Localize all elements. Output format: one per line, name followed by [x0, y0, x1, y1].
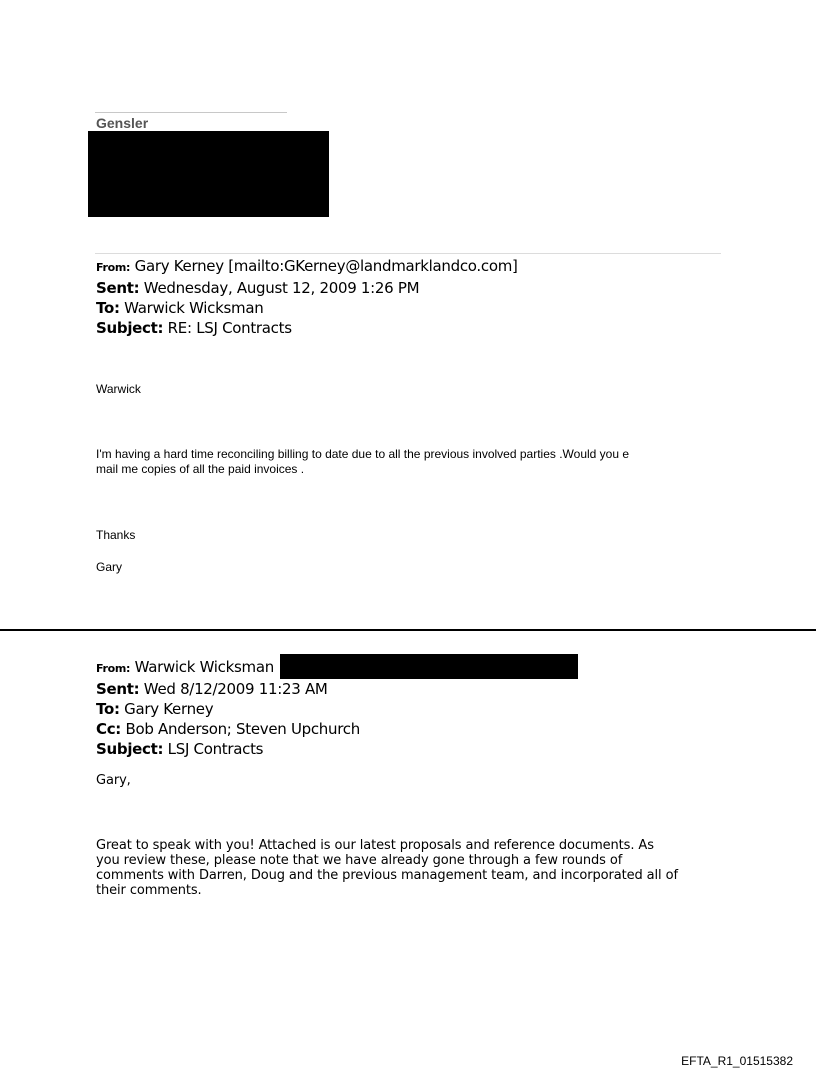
- redaction-block-signature: [88, 131, 329, 217]
- email2-body-line-2: you review these, please note that we have already gone through a few rounds of: [96, 853, 623, 868]
- email2-sent-line: [96, 679, 360, 699]
- email2-to-line: [96, 699, 360, 719]
- email2-cc-line: [96, 719, 360, 739]
- email2-cc-value: Bob Anderson; Steven Upchurch: [125, 720, 360, 738]
- signature-divider: [95, 112, 287, 113]
- email1-subject-line: [96, 318, 518, 338]
- email1-header-divider: [95, 253, 721, 254]
- redaction-block-email-address: [280, 654, 578, 679]
- email2-sent-label: Sent:: [96, 680, 140, 698]
- signature-company-name: Gensler: [96, 115, 149, 131]
- email1-header: [96, 256, 518, 338]
- email1-sent-label: Sent:: [96, 279, 140, 297]
- document-id: EFTA_R1_01515382: [681, 1054, 793, 1068]
- email1-from-label: From:: [96, 261, 131, 274]
- email2-body-line-1: Great to speak with you! Attached is our latest proposals and reference documents. As: [96, 838, 654, 853]
- email2-to-value: Gary Kerney: [124, 700, 214, 718]
- email1-body-line-2: mail me copies of all the paid invoices .: [96, 462, 305, 476]
- email1-from-value: Gary Kerney [mailto:GKerney@landmarklandco.com]: [134, 257, 518, 275]
- email1-subject-value: RE: LSJ Contracts: [167, 319, 292, 337]
- email1-subject-label: Subject:: [96, 319, 164, 337]
- email2-body-line-4: their comments.: [96, 883, 202, 898]
- email2-subject-line: [96, 739, 360, 759]
- email1-from-line: [96, 256, 518, 278]
- email1-signoff: Gary: [96, 560, 123, 574]
- email2-from-value: Warwick Wicksman: [134, 658, 274, 676]
- email2-greeting: Gary,: [96, 773, 131, 788]
- email1-sent-value: Wednesday, August 12, 2009 1:26 PM: [143, 279, 420, 297]
- email1-closing: Thanks: [96, 528, 136, 542]
- email1-to-line: [96, 298, 518, 318]
- email1-sent-line: [96, 278, 518, 298]
- email1-greeting: Warwick: [96, 382, 141, 396]
- email2-subject-label: Subject:: [96, 740, 164, 758]
- email1-to-value: Warwick Wicksman: [124, 299, 264, 317]
- email2-body-line-3: comments with Darren, Doug and the previous management team, and incorporated all of: [96, 868, 678, 883]
- email2-subject-value: LSJ Contracts: [167, 740, 264, 758]
- email2-cc-label: Cc:: [96, 720, 121, 738]
- email1-to-label: To:: [96, 299, 120, 317]
- email2-to-label: To:: [96, 700, 120, 718]
- message-separator: [0, 629, 816, 631]
- email2-from-label: From:: [96, 662, 131, 675]
- email2-sent-value: Wed 8/12/2009 11:23 AM: [143, 680, 328, 698]
- email1-body-line-1: I'm having a hard time reconciling billing to date due to all the previous involved parties .Would you e: [96, 447, 630, 461]
